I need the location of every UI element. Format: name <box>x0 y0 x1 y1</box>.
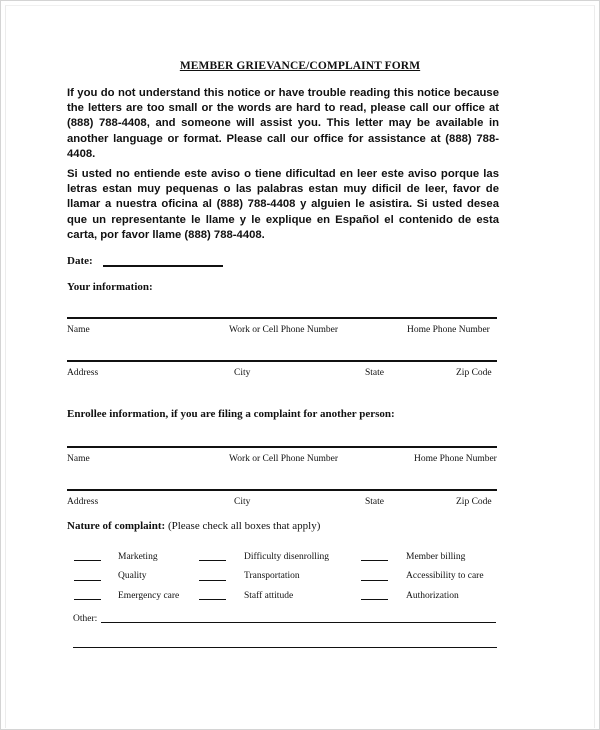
option-transportation-label: Transportation <box>244 571 300 581</box>
enrollee-name-phone-line[interactable] <box>67 446 497 448</box>
other-field-line-1[interactable] <box>101 622 496 623</box>
your-name-phone-line[interactable] <box>67 317 497 319</box>
option-authorization-label: Authorization <box>406 591 459 601</box>
enrollee-state-label: State <box>365 497 384 507</box>
enrollee-work-phone-label: Work or Cell Phone Number <box>229 454 338 464</box>
enrollee-information-heading: Enrollee information, if you are filing a complaint for another person: <box>67 408 395 420</box>
enrollee-city-label: City <box>234 497 251 507</box>
notice-english: If you do not understand this notice or have trouble reading this notice because the letters are too small or the words are hard to read, please call our office at (888) 788-4408, and someone will assist you. This letter may be available in another language or format. Please call our office for assistance at (888) 788-4408. <box>67 87 499 160</box>
nature-heading-note: (Please check all boxes that apply) <box>165 520 321 532</box>
option-quality-label: Quality <box>118 571 147 581</box>
nature-heading-bold: Nature of complaint: <box>67 520 166 532</box>
enrollee-zip-label: Zip Code <box>456 497 492 507</box>
your-name-label: Name <box>67 325 90 335</box>
date-label: Date: <box>67 255 93 267</box>
enrollee-name-label: Name <box>67 454 90 464</box>
checkbox-quality[interactable] <box>74 580 101 581</box>
your-address-label: Address <box>67 368 99 378</box>
your-zip-label: Zip Code <box>456 368 492 378</box>
option-member-billing-label: Member billing <box>406 552 466 562</box>
checkbox-authorization[interactable] <box>361 599 388 600</box>
nature-of-complaint-heading <box>67 520 320 532</box>
option-accessibility-to-care-label: Accessibility to care <box>406 571 484 581</box>
your-work-phone-label: Work or Cell Phone Number <box>229 325 338 335</box>
option-staff-attitude-label: Staff attitude <box>244 591 294 601</box>
date-field[interactable] <box>103 265 223 267</box>
checkbox-emergency-care[interactable] <box>74 599 101 600</box>
form-title: MEMBER GRIEVANCE/COMPLAINT FORM <box>179 60 421 72</box>
checkbox-member-billing[interactable] <box>361 560 388 561</box>
checkbox-difficulty-disenrolling[interactable] <box>199 560 226 561</box>
option-marketing-label: Marketing <box>118 552 158 562</box>
checkbox-accessibility-to-care[interactable] <box>361 580 388 581</box>
checkbox-staff-attitude[interactable] <box>199 599 226 600</box>
notice-spanish: Si usted no entiende este aviso o tiene dificultad en leer este aviso porque las letras estan muy pequenas o las palabras estan muy dificil de leer, favor de llamar a nuestra oficina al (888) 788-4408 y alguien le asistira. Si usted desea que un representante le llame y le explique en Español el contenido de esta carta, por favor llame (888) 788-4408. <box>67 168 499 241</box>
option-difficulty-disenrolling-label: Difficulty disenrolling <box>244 552 330 562</box>
option-emergency-care-label: Emergency care <box>118 591 180 601</box>
other-field-line-2[interactable] <box>73 647 497 648</box>
your-home-phone-label: Home Phone Number <box>407 325 490 335</box>
checkbox-marketing[interactable] <box>74 560 101 561</box>
your-state-label: State <box>365 368 384 378</box>
your-information-heading: Your information: <box>67 281 153 293</box>
checkbox-transportation[interactable] <box>199 580 226 581</box>
other-label: Other: <box>73 614 98 624</box>
enrollee-address-label: Address <box>67 497 99 507</box>
your-address-line[interactable] <box>67 360 497 362</box>
your-city-label: City <box>234 368 251 378</box>
enrollee-address-line[interactable] <box>67 489 497 491</box>
enrollee-home-phone-label: Home Phone Number <box>414 454 497 464</box>
